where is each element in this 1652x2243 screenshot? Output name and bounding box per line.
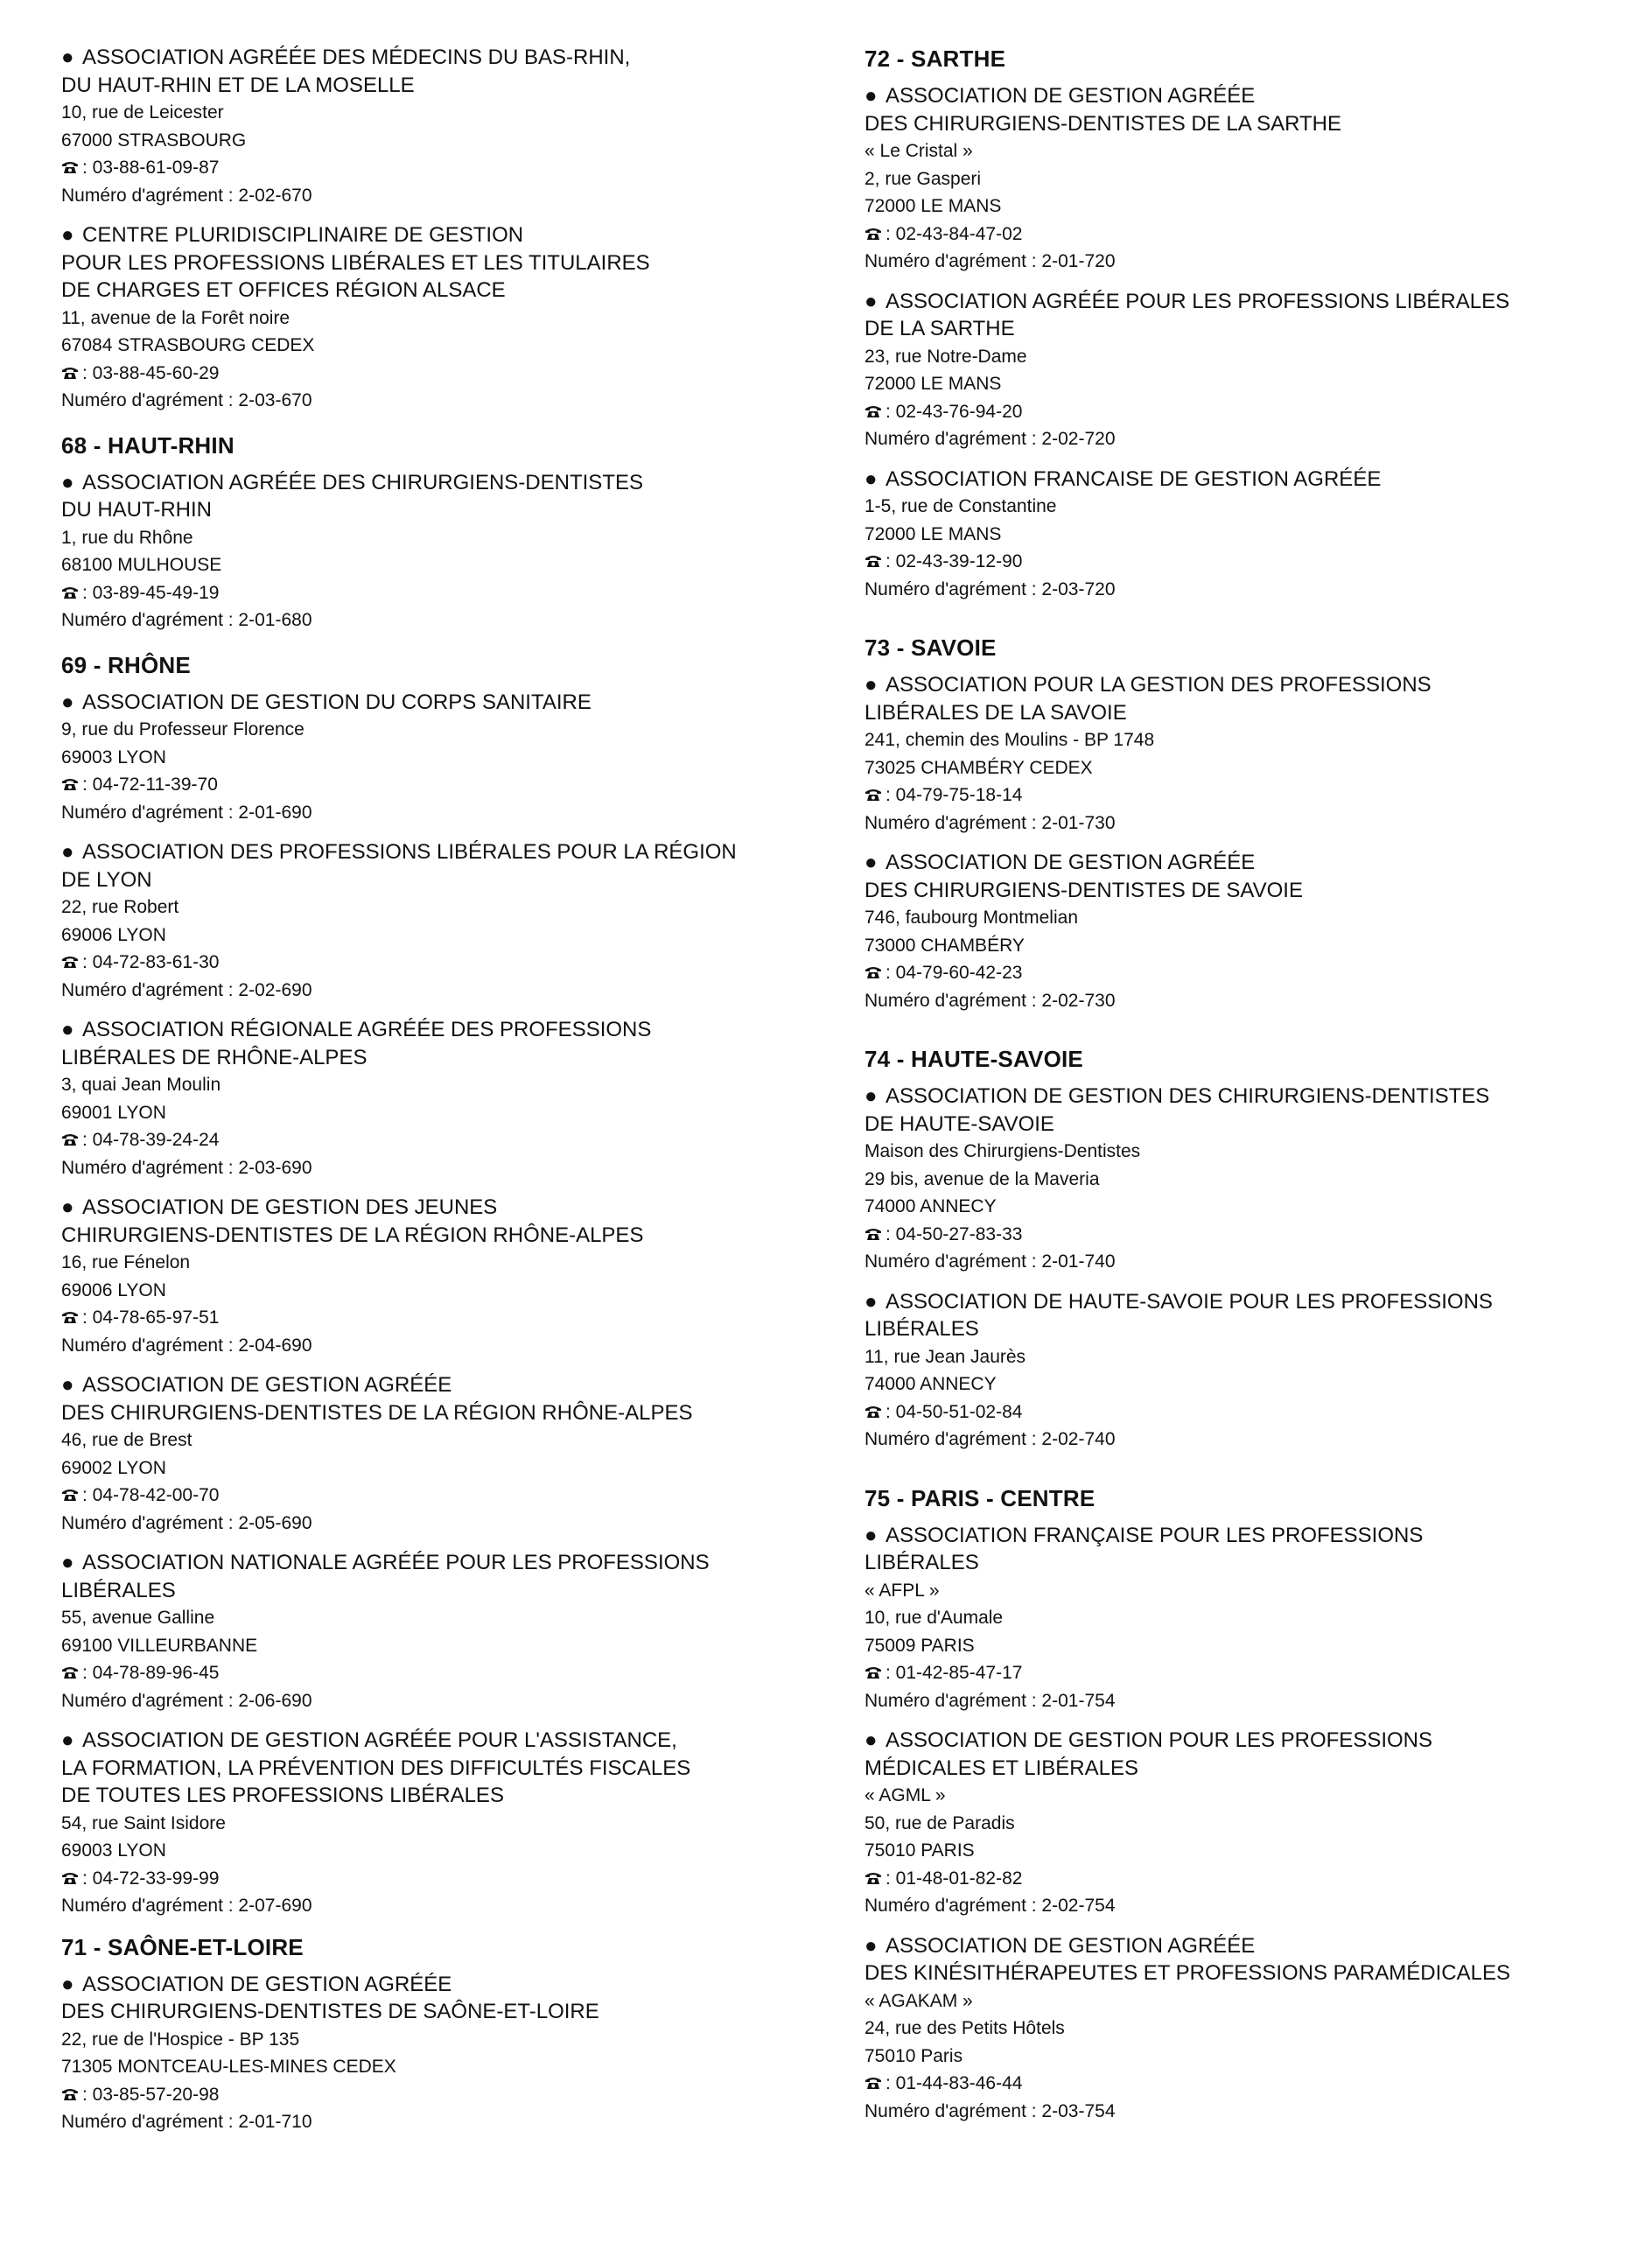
association-entry: [864, 1932, 1634, 2126]
association-name-line: [864, 699, 1634, 727]
address-line: 69001 LYON: [61, 1102, 166, 1123]
address-line: 46, rue de Brest: [61, 1430, 192, 1450]
association-name-line: [61, 1782, 831, 1810]
association-name-text: LIBÉRALES DE LA SAVOIE: [864, 700, 1127, 725]
address-line: 72000 LE MANS: [864, 196, 1002, 216]
association-name-text: DES KINÉSITHÉRAPEUTES ET PROFESSIONS PARAMÉDICALES: [864, 1961, 1510, 1985]
address-line: « AGAKAM »: [864, 1990, 973, 2011]
association-name-line: [864, 466, 1634, 494]
phone-number: : 03-88-61-09-87: [82, 158, 220, 178]
address-line: 22, rue de l'Hospice - BP 135: [61, 2029, 300, 2050]
address-line: 69002 LYON: [61, 1457, 166, 1478]
association-name-text: DE CHARGES ET OFFICES RÉGION ALSACE: [61, 278, 506, 302]
bullet-icon: ●: [61, 1551, 74, 1574]
association-name-text: CENTRE PLURIDISCIPLINAIRE DE GESTION: [82, 223, 524, 247]
association-name-text: ASSOCIATION NATIONALE AGRÉÉE POUR LES PROFESSIONS: [82, 1551, 710, 1574]
association-entry: [864, 1522, 1634, 1715]
address-line: 11, rue Jean Jaurès: [864, 1346, 1026, 1367]
association-entry: [864, 849, 1634, 1014]
phone-number: : 04-72-11-39-70: [82, 775, 218, 795]
phone-number: : 04-78-42-00-70: [82, 1485, 220, 1505]
bullet-icon: ●: [61, 1373, 74, 1397]
phone-line: [61, 579, 831, 607]
association-name-line: [61, 1727, 831, 1755]
address-line: 23, rue Notre-Dame: [864, 346, 1027, 367]
phone-line: [61, 360, 831, 388]
association-name-line: [864, 1755, 1634, 1783]
association-name-text: ASSOCIATION DE GESTION DES JEUNES: [82, 1195, 498, 1219]
phone-line: [61, 2081, 831, 2109]
phone-line: [864, 782, 1634, 810]
association-name-line: [864, 1727, 1634, 1755]
telephone-icon: [864, 221, 882, 235]
phone-number: : 04-72-83-61-30: [82, 952, 220, 972]
region-section: [864, 1483, 1634, 2126]
phone-number: : 03-89-45-49-19: [82, 582, 220, 603]
phone-line: [864, 2070, 1634, 2098]
telephone-icon: [864, 399, 882, 413]
bullet-icon: ●: [864, 1933, 878, 1958]
telephone-icon: [61, 155, 79, 169]
association-name-text: ASSOCIATION AGRÉÉE DES CHIRURGIENS-DENTISTES: [82, 470, 643, 494]
phone-number: : 01-44-83-46-44: [886, 2073, 1023, 2093]
association-name-text: CHIRURGIENS-DENTISTES DE LA RÉGION RHÔNE-ALPES: [61, 1223, 644, 1247]
address-line: 50, rue de Paradis: [864, 1812, 1015, 1833]
association-entry: [61, 1371, 831, 1537]
association-name-text: DU HAUT-RHIN: [61, 498, 212, 522]
association-name-line: [864, 1288, 1634, 1316]
association-name-line: [864, 82, 1634, 110]
association-name-line: [61, 1044, 831, 1072]
association-name-text: MÉDICALES ET LIBÉRALES: [864, 1756, 1139, 1780]
association-name-text: ASSOCIATION DE GESTION DES CHIRURGIENS-DENTISTES: [886, 1084, 1490, 1108]
association-name-line: [61, 1577, 831, 1605]
association-name-line: [864, 1549, 1634, 1577]
association-name-text: ASSOCIATION POUR LA GESTION DES PROFESSIONS: [886, 673, 1432, 697]
association-name-text: DES CHIRURGIENS-DENTISTES DE LA SARTHE: [864, 111, 1341, 136]
association-name-line: [864, 1315, 1634, 1343]
region-section: [61, 431, 831, 634]
approval-number: Numéro d'agrément : 2-03-690: [61, 1157, 312, 1178]
association-name-line: [864, 110, 1634, 138]
association-name-line: [61, 1998, 831, 2026]
association-name-line: [61, 221, 831, 249]
association-name-line: [61, 249, 831, 277]
association-name-line: [864, 288, 1634, 316]
phone-line: [864, 221, 1634, 249]
association-name-line: [864, 849, 1634, 877]
bullet-icon: ●: [61, 1728, 74, 1752]
approval-number: Numéro d'agrément : 2-02-740: [864, 1429, 1116, 1449]
address-line: 16, rue Fénelon: [61, 1252, 191, 1272]
association-name-line: [61, 1399, 831, 1427]
address-line: 75010 PARIS: [864, 1840, 975, 1861]
entry-list: [61, 469, 831, 634]
association-name-text: LIBÉRALES: [864, 1317, 979, 1341]
section-heading: 69 - RHÔNE: [61, 651, 191, 678]
entry-list: [864, 1522, 1634, 2126]
address-line: 74000 ANNECY: [864, 1196, 997, 1216]
phone-line: [864, 1659, 1634, 1687]
telephone-icon: [61, 1127, 79, 1141]
address-line: 69006 LYON: [61, 924, 166, 945]
association-name-line: [61, 44, 831, 72]
association-name-line: [864, 1111, 1634, 1139]
association-name-text: ASSOCIATION DE GESTION POUR LES PROFESSIONS: [886, 1728, 1433, 1752]
association-entry: [61, 1016, 831, 1181]
bullet-icon: ●: [61, 840, 74, 864]
address-line: 73000 CHAMBÉRY: [864, 935, 1025, 956]
address-line: 1, rue du Rhône: [61, 527, 193, 548]
association-name-text: LIBÉRALES: [864, 1551, 979, 1574]
approval-number: Numéro d'agrément : 2-02-754: [864, 1896, 1116, 1916]
bullet-icon: ●: [61, 1018, 74, 1041]
approval-number: Numéro d'agrément : 2-01-730: [864, 812, 1116, 833]
association-name-line: [61, 1371, 831, 1399]
address-line: 29 bis, avenue de la Maveria: [864, 1168, 1100, 1189]
approval-number: Numéro d'agrément : 2-02-690: [61, 979, 312, 1000]
approval-number: Numéro d'agrément : 2-04-690: [61, 1335, 312, 1356]
phone-line: [61, 1304, 831, 1332]
phone-line: [61, 154, 831, 182]
region-section: [864, 633, 1634, 1014]
approval-number: Numéro d'agrément : 2-03-670: [61, 390, 312, 410]
region-section: [61, 650, 831, 1920]
region-section: [864, 44, 1634, 603]
association-name-text: LIBÉRALES: [61, 1578, 176, 1602]
telephone-icon: [864, 549, 882, 563]
entry-list: [61, 689, 831, 1920]
address-line: 73025 CHAMBÉRY CEDEX: [864, 757, 1093, 778]
phone-line: [864, 1865, 1634, 1893]
approval-number: Numéro d'agrément : 2-01-680: [61, 610, 312, 630]
region-section: [61, 44, 831, 415]
association-name-text: DE TOUTES LES PROFESSIONS LIBÉRALES: [61, 1784, 504, 1807]
association-name-text: DE LA SARTHE: [864, 317, 1015, 340]
association-name-text: LIBÉRALES DE RHÔNE-ALPES: [61, 1045, 368, 1069]
telephone-icon: [61, 1482, 79, 1497]
address-line: 22, rue Robert: [61, 897, 179, 917]
approval-number: Numéro d'agrément : 2-02-730: [864, 990, 1116, 1011]
approval-number: Numéro d'agrément : 2-07-690: [61, 1896, 312, 1916]
address-line: 10, rue de Leicester: [61, 102, 224, 123]
phone-number: : 02-43-39-12-90: [886, 551, 1023, 571]
entry-list: [61, 1971, 831, 2136]
section-heading: 71 - SAÔNE-ET-LOIRE: [61, 1933, 304, 1960]
address-line: 746, faubourg Montmelian: [864, 908, 1078, 928]
address-line: 69100 VILLEURBANNE: [61, 1635, 258, 1656]
association-name-text: ASSOCIATION DES PROFESSIONS LIBÉRALES POUR LA RÉGION: [82, 840, 737, 864]
entry-list: [864, 82, 1634, 603]
entry-list: [864, 1083, 1634, 1454]
bullet-icon: ●: [864, 466, 878, 491]
association-name-text: LA FORMATION, LA PRÉVENTION DES DIFFICULTÉS FISCALES: [61, 1756, 691, 1780]
association-name-line: [61, 866, 831, 894]
approval-number: Numéro d'agrément : 2-03-720: [864, 578, 1116, 599]
approval-number: Numéro d'agrément : 2-05-690: [61, 1512, 312, 1533]
bullet-icon: ●: [864, 1289, 878, 1314]
association-entry: [864, 82, 1634, 276]
bullet-icon: ●: [61, 223, 74, 247]
association-name-text: ASSOCIATION AGRÉÉE POUR LES PROFESSIONS LIBÉRALES: [886, 289, 1510, 313]
approval-number: Numéro d'agrément : 2-01-710: [61, 2112, 312, 2132]
association-name-line: [864, 671, 1634, 699]
phone-line: [864, 1398, 1634, 1426]
association-name-line: [864, 315, 1634, 343]
section-heading: 73 - SAVOIE: [864, 634, 997, 661]
phone-number: : 04-78-65-97-51: [82, 1307, 220, 1328]
association-entry: [864, 288, 1634, 453]
association-name-line: [61, 277, 831, 305]
association-name-line: [61, 1549, 831, 1577]
association-name-text: ASSOCIATION DE GESTION AGRÉÉE: [82, 1373, 452, 1397]
association-name-text: ASSOCIATION DE GESTION AGRÉÉE: [886, 84, 1256, 108]
association-name-line: [61, 469, 831, 497]
bullet-icon: ●: [864, 673, 878, 697]
address-line: 68100 MULHOUSE: [61, 555, 222, 575]
phone-number: : 01-42-85-47-17: [886, 1663, 1023, 1683]
association-entry: [61, 44, 831, 209]
phone-number: : 04-50-51-02-84: [886, 1401, 1023, 1422]
address-line: 241, chemin des Moulins - BP 1748: [864, 730, 1155, 750]
association-entry: [864, 466, 1634, 604]
section-heading: 68 - HAUT-RHIN: [61, 431, 234, 459]
entry-list: [61, 44, 831, 415]
phone-line: [864, 398, 1634, 426]
address-line: 74000 ANNECY: [864, 1374, 997, 1394]
association-name-text: DES CHIRURGIENS-DENTISTES DE SAÔNE-ET-LOIRE: [61, 2000, 599, 2023]
association-name-text: ASSOCIATION FRANÇAISE POUR LES PROFESSIONS: [886, 1523, 1424, 1547]
approval-number: Numéro d'agrément : 2-01-720: [864, 251, 1116, 271]
bullet-icon: ●: [864, 1523, 878, 1547]
address-line: 72000 LE MANS: [864, 374, 1002, 394]
telephone-icon: [61, 361, 79, 375]
section-heading: 74 - HAUTE-SAVOIE: [864, 1046, 1083, 1072]
telephone-icon: [61, 772, 79, 786]
association-name-line: [61, 1755, 831, 1783]
phone-line: [61, 949, 831, 977]
association-name-text: ASSOCIATION AGRÉÉE DES MÉDECINS DU BAS-RHIN,: [82, 46, 631, 69]
phone-line: [864, 959, 1634, 987]
phone-line: [61, 771, 831, 799]
bullet-icon: ●: [61, 470, 74, 494]
address-line: 1-5, rue de Constantine: [864, 496, 1057, 516]
phone-line: [61, 1659, 831, 1687]
telephone-icon: [61, 2082, 79, 2096]
association-entry: [61, 1549, 831, 1714]
bullet-icon: ●: [864, 289, 878, 313]
telephone-icon: [61, 1660, 79, 1674]
phone-line: [864, 1221, 1634, 1249]
association-name-text: ASSOCIATION DE HAUTE-SAVOIE POUR LES PROFESSIONS: [886, 1289, 1493, 1314]
association-entry: [61, 469, 831, 634]
association-entry: [864, 671, 1634, 837]
address-line: 55, avenue Galline: [61, 1608, 215, 1628]
association-name-text: ASSOCIATION DE GESTION AGRÉÉE: [886, 851, 1256, 874]
address-line: 10, rue d'Aumale: [864, 1608, 1004, 1628]
association-name-text: DU HAUT-RHIN ET DE LA MOSELLE: [61, 73, 415, 97]
association-entry: [61, 1194, 831, 1359]
phone-number: : 02-43-84-47-02: [886, 223, 1023, 244]
telephone-icon: [864, 1866, 882, 1880]
address-line: « AFPL »: [864, 1580, 940, 1601]
telephone-icon: [864, 2071, 882, 2085]
approval-number: Numéro d'agrément : 2-06-690: [61, 1690, 312, 1711]
association-name-line: [864, 1522, 1634, 1550]
left-column: [61, 44, 831, 2136]
association-name-line: [61, 72, 831, 100]
telephone-icon: [61, 1866, 79, 1880]
association-name-text: DE HAUTE-SAVOIE: [864, 1111, 1054, 1136]
association-name-line: [864, 877, 1634, 905]
association-name-text: ASSOCIATION FRANCAISE DE GESTION AGRÉÉE: [886, 466, 1382, 491]
association-name-text: ASSOCIATION DE GESTION AGRÉÉE POUR L'ASSISTANCE,: [82, 1728, 677, 1752]
section-heading: 72 - SARTHE: [864, 46, 1006, 72]
phone-number: : 02-43-76-94-20: [886, 401, 1023, 422]
bullet-icon: ●: [61, 1195, 74, 1219]
bullet-icon: ●: [61, 1972, 74, 1996]
address-line: 54, rue Saint Isidore: [61, 1812, 226, 1833]
bullet-icon: ●: [864, 1728, 878, 1752]
phone-number: : 04-79-75-18-14: [886, 785, 1023, 805]
address-line: 67084 STRASBOURG CEDEX: [61, 335, 315, 355]
region-section: [61, 1932, 831, 2136]
address-line: 67000 STRASBOURG: [61, 130, 247, 151]
section-heading: 75 - PARIS - CENTRE: [864, 1484, 1096, 1511]
address-line: 3, quai Jean Moulin: [61, 1075, 221, 1095]
telephone-icon: [864, 960, 882, 974]
association-entry: [864, 1288, 1634, 1454]
phone-line: [61, 1126, 831, 1154]
approval-number: Numéro d'agrément : 2-01-690: [61, 802, 312, 823]
bullet-icon: ●: [864, 84, 878, 108]
telephone-icon: [864, 1660, 882, 1674]
association-entry: [61, 838, 831, 1004]
association-name-line: [61, 838, 831, 866]
address-line: 11, avenue de la Forêt noire: [61, 307, 290, 328]
association-entry: [61, 221, 831, 415]
phone-number: : 03-88-45-60-29: [82, 362, 220, 383]
telephone-icon: [61, 950, 79, 964]
association-name-line: [61, 1222, 831, 1250]
phone-number: : 04-79-60-42-23: [886, 963, 1023, 983]
association-name-line: [61, 1016, 831, 1044]
phone-number: : 04-78-39-24-24: [82, 1130, 220, 1150]
entry-list: [864, 671, 1634, 1014]
association-name-line: [61, 496, 831, 524]
association-entry: [864, 1727, 1634, 1920]
telephone-icon: [864, 1222, 882, 1236]
address-line: 69006 LYON: [61, 1279, 166, 1300]
phone-number: : 04-50-27-83-33: [886, 1223, 1023, 1244]
association-name-text: ASSOCIATION DE GESTION AGRÉÉE: [886, 1933, 1256, 1958]
address-line: « AGML »: [864, 1785, 946, 1805]
approval-number: Numéro d'agrément : 2-02-720: [864, 429, 1116, 449]
region-section: [864, 1044, 1634, 1454]
association-name-line: [61, 689, 831, 717]
address-line: 69003 LYON: [61, 1840, 166, 1861]
telephone-icon: [61, 580, 79, 594]
approval-number: Numéro d'agrément : 2-02-670: [61, 185, 312, 206]
address-line: « Le Cristal »: [864, 141, 973, 161]
approval-number: Numéro d'agrément : 2-01-740: [864, 1251, 1116, 1272]
association-entry: [61, 1727, 831, 1920]
address-line: 72000 LE MANS: [864, 523, 1002, 544]
telephone-icon: [864, 782, 882, 796]
address-line: 69003 LYON: [61, 746, 166, 768]
association-name-text: ASSOCIATION DE GESTION AGRÉÉE: [82, 1972, 452, 1996]
address-line: Maison des Chirurgiens-Dentistes: [864, 1141, 1141, 1161]
association-entry: [61, 689, 831, 827]
address-line: 24, rue des Petits Hôtels: [864, 2018, 1065, 2038]
telephone-icon: [61, 1305, 79, 1319]
address-line: 71305 MONTCEAU-LES-MINES CEDEX: [61, 2057, 396, 2077]
bullet-icon: ●: [864, 1084, 878, 1108]
phone-number: : 03-85-57-20-98: [82, 2084, 220, 2105]
association-name-line: [61, 1971, 831, 1999]
association-name-text: DE LYON: [61, 867, 152, 892]
association-entry: [864, 1083, 1634, 1276]
association-name-line: [864, 1083, 1634, 1111]
telephone-icon: [864, 1399, 882, 1413]
address-line: 2, rue Gasperi: [864, 168, 982, 189]
phone-number: : 01-48-01-82-82: [886, 1868, 1023, 1889]
phone-number: : 04-72-33-99-99: [82, 1868, 220, 1889]
bullet-icon: ●: [864, 851, 878, 874]
bullet-icon: ●: [61, 690, 74, 714]
association-name-text: POUR LES PROFESSIONS LIBÉRALES ET LES TITULAIRES: [61, 250, 650, 275]
association-name-line: [864, 1932, 1634, 1960]
phone-line: [864, 548, 1634, 576]
association-name-text: ASSOCIATION RÉGIONALE AGRÉÉE DES PROFESSIONS: [82, 1018, 652, 1041]
phone-line: [61, 1865, 831, 1893]
association-entry: [61, 1971, 831, 2136]
association-name-text: DES CHIRURGIENS-DENTISTES DE LA RÉGION RHÔNE-ALPES: [61, 1400, 693, 1425]
approval-number: Numéro d'agrément : 2-01-754: [864, 1690, 1116, 1711]
address-line: 75010 Paris: [864, 2045, 963, 2066]
association-name-text: DES CHIRURGIENS-DENTISTES DE SAVOIE: [864, 878, 1303, 902]
phone-line: [61, 1482, 831, 1510]
phone-number: : 04-78-89-96-45: [82, 1663, 220, 1683]
address-line: 75009 PARIS: [864, 1635, 975, 1656]
bullet-icon: ●: [61, 46, 74, 69]
association-name-text: ASSOCIATION DE GESTION DU CORPS SANITAIRE: [82, 690, 592, 714]
address-line: 9, rue du Professeur Florence: [61, 719, 304, 739]
right-column: [864, 44, 1634, 2125]
approval-number: Numéro d'agrément : 2-03-754: [864, 2100, 1116, 2121]
association-name-line: [61, 1194, 831, 1222]
association-name-line: [864, 1959, 1634, 1987]
